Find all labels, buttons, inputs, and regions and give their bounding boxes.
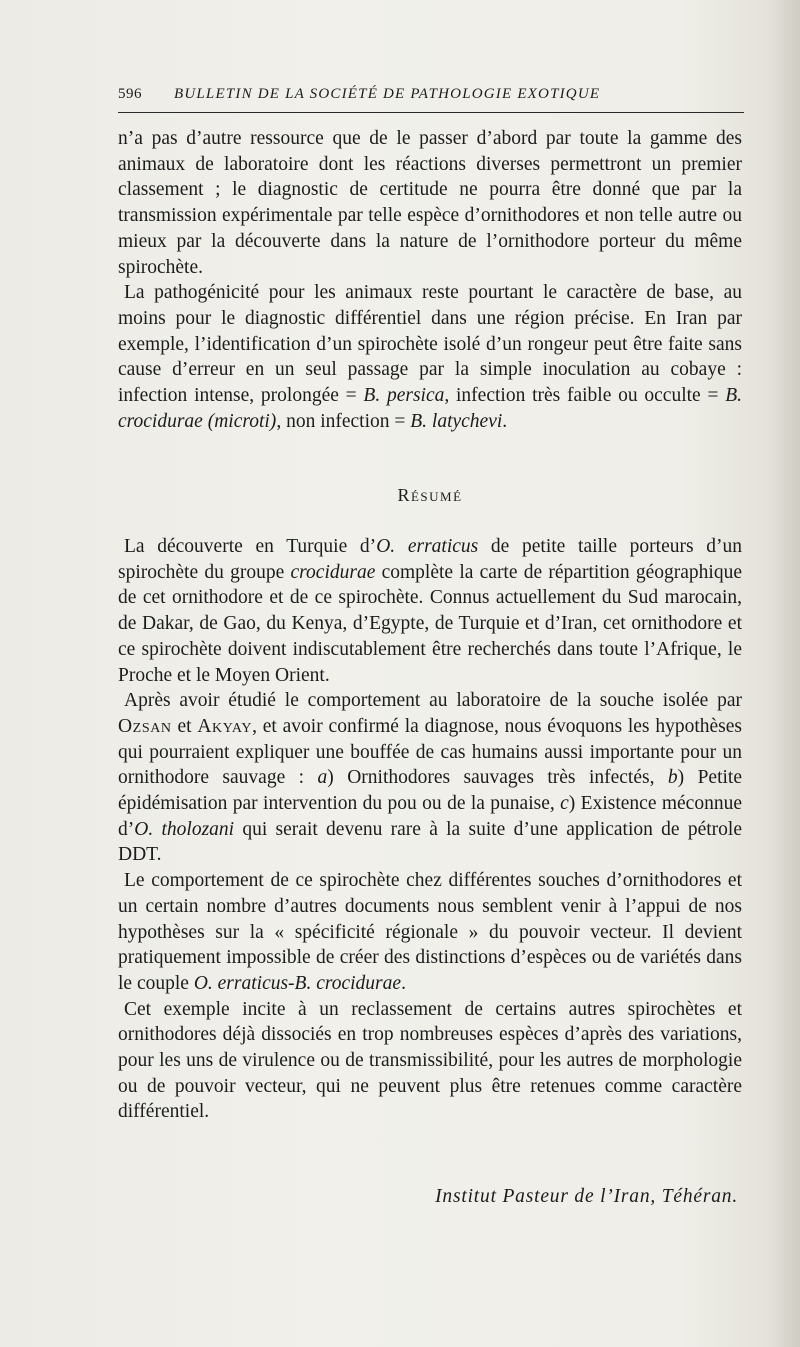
text-run: La découverte en Turquie d’ <box>124 536 377 557</box>
list-marker: b <box>667 767 678 789</box>
text-run: ) Existence méconnue d’ <box>118 793 742 840</box>
text-run: . <box>401 972 406 994</box>
author-name: Akyay <box>197 715 253 737</box>
running-header <box>118 82 744 113</box>
text-run: La pathogénicité pour les animaux reste pourtant le caractère de base, au moins pour le diagnostic différentiel dans une région précise. En Iran par exemple, l’identification d’un spirochète isolé d’un rongeur peut être faite sans cause d’erreur en un seul passage par la simple inoculation au cobaye : infection intense, prolongée = <box>118 282 742 407</box>
text-run: . <box>502 410 508 432</box>
list-marker: c <box>560 793 569 815</box>
species-name: O. tholozani <box>134 818 235 840</box>
summary-text <box>118 534 742 1125</box>
page-number: 596 <box>118 86 142 102</box>
list-marker: a <box>317 767 328 789</box>
section-title-resume: Résumé <box>397 485 463 505</box>
text-run: ) Petite épidémisation par intervention du pou ou de la punaise, <box>118 767 742 815</box>
text-run: complète la carte de répartition géographique de cet ornithodore et de ce spirochète. Connus actuellement du Sud marocain, de Dakar, de Gao, du Kenya, d’Egypte, de Turquie et d’Iran, cet ornithodore et ce spirochète doivent indiscutablement être recherchés dans toute l’Afrique, le Proche et le Moyen Orient. <box>118 561 742 686</box>
text-run: Le comportement de ce spirochète chez différentes souches d’ornithodores et un certain nombre d’autres documents nous semblent venir à l’appui de nos hypothèses sur la « spécificité régionale » du pouvoir vecteur. Il devient pratiquement impossible de créer des distinctions d’espèces ou de variétés dans le couple <box>118 870 742 994</box>
species-name: B. persica <box>363 385 445 407</box>
summary-paragraph-4: Cet exemple incite à un reclassement de certains autres spirochètes et ornithodores déjà dissociés en trop nombreuses espèces d’après des variations, pour les uns de virulence ou de transmissibilité, pour les autres de morphologie ou de pouvoir vecteur, qui ne peuvent plus être retenues comme caractère différentiel. <box>118 998 742 1123</box>
text-run: qui serait devenu rare à la suite d’une application de pétrole DDT. <box>118 818 742 866</box>
species-name: crocidurae <box>290 561 376 583</box>
text-run: et <box>171 715 198 737</box>
body-text <box>118 126 742 434</box>
species-name: O. erraticus-B. crocidurae <box>193 972 402 994</box>
text-run: , infection très faible ou occulte = <box>444 385 726 407</box>
paragraph-continued: n’a pas d’autre ressource que de le passer d’abord par toute la gamme des animaux de laboratoire dont les réactions diverses permettront un premier classement ; le diagnostic de certitude ne pourra être donné que par la transmission expérimentale par telle espèce d’ornithodores et non telle autre ou mieux par la découverte dans la nature de l’ornithodore porteur du même spirochète. <box>118 128 742 278</box>
text-run: de petite taille porteurs d’un spirochète du groupe <box>118 536 743 583</box>
species-name: B. latychevi <box>410 410 503 432</box>
text-run: ) Ornithodores sauvages très infectés, <box>327 767 668 789</box>
running-title: BULLETIN DE LA SOCIÉTÉ DE PATHOLOGIE EXOTIQUE <box>174 86 601 102</box>
institution-signature: Institut Pasteur de l’Iran, Téhéran. <box>435 1186 738 1207</box>
summary-paragraph-3 <box>118 868 742 997</box>
text-run: Après avoir étudié le comportement au laboratoire de la souche isolée par <box>124 690 742 712</box>
text-run: , et avoir confirmé la diagnose, nous évoquons les hypothèses qui pourraient expliquer une bouffée de cas humains aussi importante pour un ornithodore sauvage : <box>118 715 742 789</box>
species-name: B. crocidurae (microti) <box>118 385 742 432</box>
paragraph-pathogenicity <box>118 280 742 434</box>
text-run: , non infection = <box>276 410 411 432</box>
summary-paragraph-2 <box>118 688 742 868</box>
summary-paragraph-1 <box>118 534 742 688</box>
author-name: Ozsan <box>118 715 172 737</box>
species-name: O. erraticus <box>376 536 479 557</box>
